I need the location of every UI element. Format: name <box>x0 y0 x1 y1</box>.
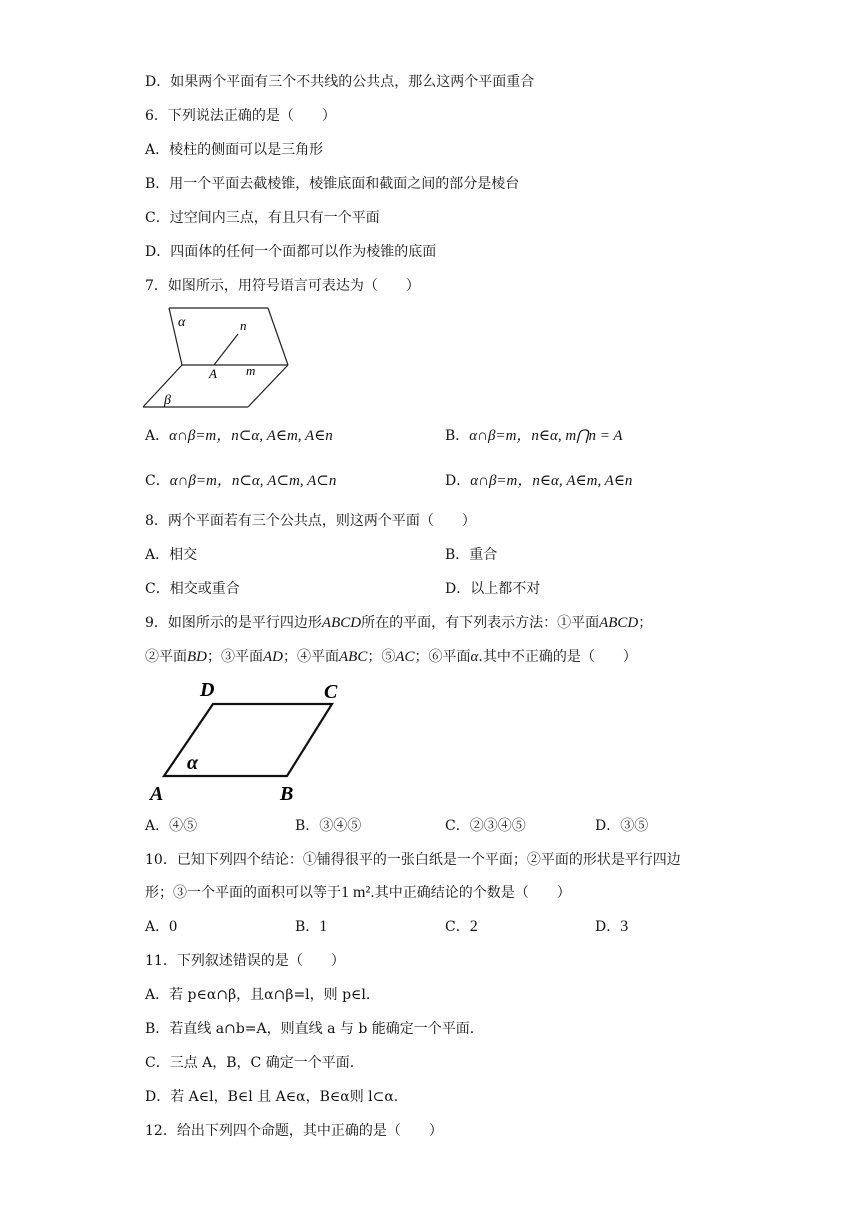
q9-fig-alpha: α <box>187 752 199 774</box>
q7-option-b-math: α∩β=m，n∈α, m⋂n = A <box>469 428 623 444</box>
q9-option-a: A．④⑤ <box>145 818 198 834</box>
q6-option-b: B．用一个平面去截棱锥，棱锥底面和截面之间的部分是棱台 <box>145 176 520 192</box>
q11-option-d: D．若 A∈l，B∈l 且 A∈α，B∈α则 l⊂α. <box>145 1089 399 1105</box>
q8-option-b: B．重合 <box>445 547 498 563</box>
q6-stem: 6．下列说法正确的是（ ） <box>145 108 336 124</box>
q9-fig-C: C <box>324 681 338 703</box>
q7-option-a: A．α∩β=m，n⊂α, A∈m, A∈n <box>145 428 333 444</box>
q8-option-d: D．以上都不对 <box>445 581 541 597</box>
q10-option-d: D．3 <box>595 918 629 935</box>
q6-option-a: A．棱柱的侧面可以是三角形 <box>145 142 324 158</box>
q11-option-a: A．若 p∈α∩β，且α∩β=l，则 p∈l. <box>145 987 371 1003</box>
q9-fig-D: D <box>200 679 215 701</box>
q7-option-b: B．α∩β=m，n∈α, m⋂n = A <box>445 428 623 444</box>
q10-area-value: 1 m² <box>341 884 371 901</box>
q9-option-d: D．③⑤ <box>595 818 649 834</box>
q10-option-c: C．2 <box>445 918 478 935</box>
q7-fig-beta: β <box>164 393 171 408</box>
q6-option-c: C．过空间内三点，有且只有一个平面 <box>145 210 380 226</box>
q6-option-d: D．四面体的任何一个面都可以作为棱锥的底面 <box>145 244 437 260</box>
q9-stem-line1: 9．如图所示的是平行四边形ABCD所在的平面，有下列表示方法：①平面ABCD； <box>145 615 653 631</box>
q8-stem: 8．两个平面若有三个公共点，则这两个平面（ ） <box>145 513 476 529</box>
q7-figure-planes <box>140 302 310 412</box>
q8-option-a: A．相交 <box>145 547 198 563</box>
q12-stem: 12．给出下列四个命题，其中正确的是（ ） <box>145 1123 443 1139</box>
q9-fig-A: A <box>150 783 164 805</box>
q8-option-c: C．相交或重合 <box>145 581 240 597</box>
q11-option-b: B．若直线 a∩b=A，则直线 a 与 b 能确定一个平面. <box>145 1021 475 1037</box>
q9-stem-line2: ②平面BD；③平面AD；④平面ABC；⑤AC；⑥平面α.其中不正确的是（ ） <box>145 649 637 665</box>
q5-option-d: D．如果两个平面有三个不共线的公共点，那么这两个平面重合 <box>145 74 535 90</box>
q10-option-b: B．1 <box>295 918 328 935</box>
q7-stem: 7．如图所示，用符号语言可表达为（ ） <box>145 278 420 294</box>
q9-figure-parallelogram <box>140 676 370 806</box>
q9-option-c: C．②③④⑤ <box>445 818 526 834</box>
q7-fig-A: A <box>209 366 217 381</box>
q9-option-b: B．③④⑤ <box>295 818 362 834</box>
q7-option-d: D．α∩β=m，n∈α, A∈m, A∈n <box>445 473 633 489</box>
q7-option-c: C．α∩β=m，n⊂α, A⊂m, A⊂n <box>145 473 337 489</box>
q7-fig-alpha: α <box>178 315 186 330</box>
q7-option-d-math: α∩β=m，n∈α, A∈m, A∈n <box>470 473 633 489</box>
q7-fig-n: n <box>240 318 247 333</box>
q7-fig-m: m <box>246 363 256 378</box>
q7-option-c-math: α∩β=m，n⊂α, A⊂m, A⊂n <box>169 473 337 489</box>
q10-option-a: A．0 <box>145 918 178 935</box>
q11-stem: 11．下列叙述错误的是（ ） <box>145 953 345 969</box>
q9-fig-B: B <box>280 783 294 805</box>
q10-stem-line2: 形；③一个平面的面积可以等于1 m².其中正确结论的个数是（ ） <box>145 884 571 901</box>
q10-stem-line1: 10．已知下列四个结论：①铺得很平的一张白纸是一个平面；②平面的形状是平行四边 <box>145 852 681 868</box>
q11-option-c: C．三点 A，B，C 确定一个平面. <box>145 1055 355 1071</box>
q7-option-a-math: α∩β=m，n⊂α, A∈m, A∈n <box>169 428 333 444</box>
